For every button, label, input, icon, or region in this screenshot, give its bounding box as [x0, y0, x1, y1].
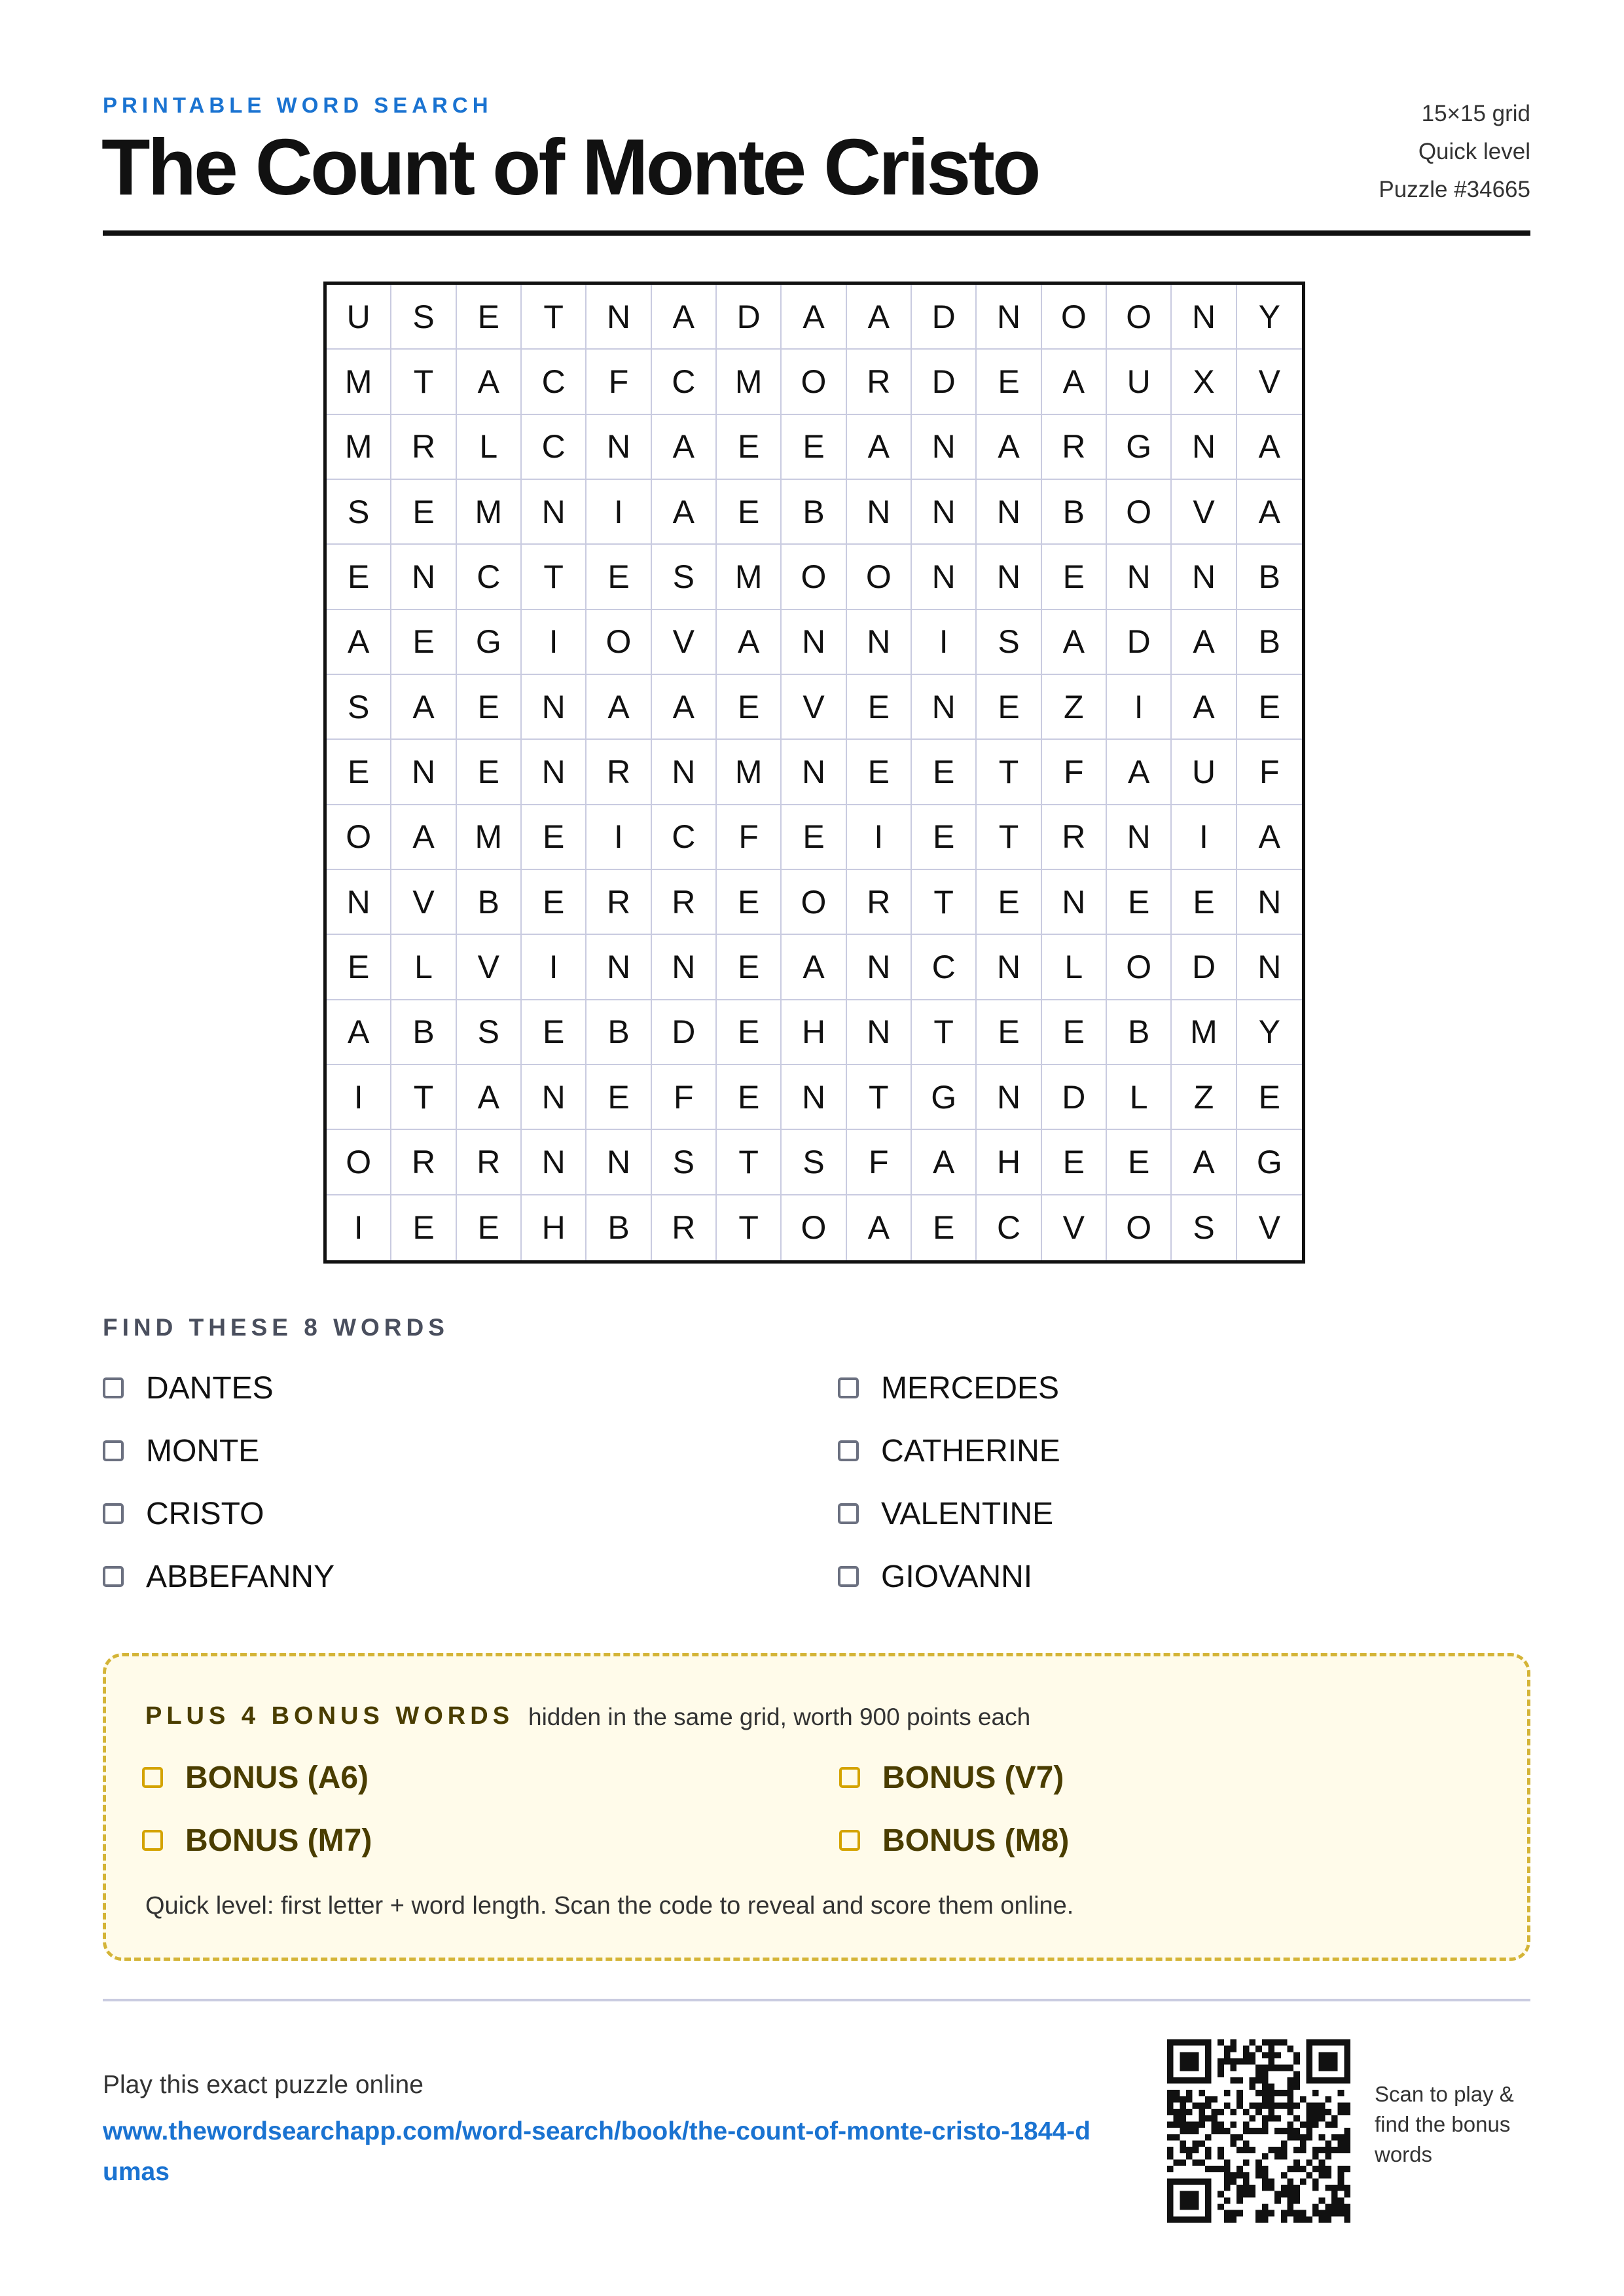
grid-cell[interactable]: N — [522, 1065, 586, 1130]
bonus-word-item — [839, 1817, 1069, 1863]
grid-cell[interactable]: N — [522, 740, 586, 805]
puzzle-link[interactable]: www.thewordsearchapp.com/word-search/book/the-count-of-monte-cristo-1844-dumas — [103, 2117, 1091, 2186]
bonus-word-item — [142, 1755, 369, 1800]
grid-cell[interactable]: S — [652, 1130, 717, 1195]
grid-cell[interactable]: A — [652, 415, 717, 480]
grid-cell[interactable]: E — [1107, 870, 1172, 935]
checkbox[interactable] — [839, 1767, 860, 1788]
grid-cell[interactable]: R — [847, 350, 912, 414]
grid-cell[interactable]: N — [586, 1130, 651, 1195]
grid-cell[interactable]: A — [1237, 480, 1302, 545]
word-item — [103, 1365, 274, 1411]
grid-cell[interactable]: N — [977, 285, 1041, 350]
grid-cell[interactable]: D — [912, 285, 977, 350]
grid-cell[interactable]: N — [522, 675, 586, 740]
grid-cell[interactable]: M — [457, 480, 522, 545]
grid-cell[interactable]: E — [912, 805, 977, 870]
grid-cell[interactable]: N — [782, 610, 846, 675]
header-divider — [103, 230, 1530, 236]
grid-cell[interactable]: N — [782, 740, 846, 805]
grid-cell[interactable]: V — [391, 870, 456, 935]
level-label: Quick level — [1418, 139, 1530, 164]
grid-cell[interactable]: A — [1237, 805, 1302, 870]
grid-cell[interactable]: A — [457, 1065, 522, 1130]
grid-cell[interactable]: F — [652, 1065, 717, 1130]
grid-cell[interactable]: N — [522, 1130, 586, 1195]
grid-cell[interactable]: E — [717, 1000, 782, 1065]
grid-cell[interactable]: D — [1042, 1065, 1107, 1130]
grid-cell[interactable]: V — [1172, 480, 1236, 545]
grid-cell[interactable]: E — [977, 675, 1041, 740]
grid-cell[interactable]: B — [1237, 610, 1302, 675]
grid-cell[interactable]: M — [1172, 1000, 1236, 1065]
grid-cell[interactable]: N — [1107, 545, 1172, 610]
grid-cell[interactable]: R — [1042, 805, 1107, 870]
checkbox[interactable] — [142, 1830, 163, 1851]
grid-cell[interactable]: N — [1172, 545, 1236, 610]
bonus-subtitle: hidden in the same grid, worth 900 points each — [528, 1704, 1031, 1730]
grid-cell[interactable]: O — [1107, 935, 1172, 1000]
word-item — [103, 1554, 334, 1599]
word-item — [838, 1554, 1032, 1599]
grid-cell[interactable]: D — [652, 1000, 717, 1065]
grid-cell[interactable]: B — [1237, 545, 1302, 610]
grid-cell[interactable]: C — [977, 1195, 1041, 1260]
grid-cell[interactable]: A — [652, 480, 717, 545]
grid-cell[interactable]: A — [1172, 675, 1236, 740]
grid-cell[interactable]: A — [782, 285, 846, 350]
grid-cell[interactable]: M — [717, 740, 782, 805]
grid-cell[interactable]: B — [586, 1000, 651, 1065]
grid-cell[interactable]: D — [1107, 610, 1172, 675]
grid-cell[interactable]: N — [1172, 415, 1236, 480]
grid-cell[interactable]: N — [1237, 935, 1302, 1000]
grid-cell[interactable]: E — [1237, 1065, 1302, 1130]
letter-grid[interactable] — [323, 282, 1305, 1264]
grid-cell[interactable]: S — [457, 1000, 522, 1065]
grid-cell[interactable]: I — [522, 935, 586, 1000]
grid-cell[interactable]: O — [1042, 285, 1107, 350]
grid-cell[interactable]: E — [847, 740, 912, 805]
grid-cell[interactable]: A — [1172, 1130, 1236, 1195]
puzzle-number-label: Puzzle #34665 — [1379, 177, 1530, 202]
page-title: The Count of Monte Cristo — [101, 122, 1039, 211]
grid-cell[interactable]: S — [977, 610, 1041, 675]
checkbox[interactable] — [838, 1440, 859, 1461]
grid-cell[interactable]: V — [1258, 1209, 1280, 1247]
grid-cell[interactable]: A — [847, 415, 912, 480]
grid-cell[interactable]: S — [652, 545, 717, 610]
grid-cell[interactable]: I — [586, 805, 651, 870]
grid-cell[interactable]: A — [847, 1195, 912, 1260]
grid-cell[interactable]: I — [912, 610, 977, 675]
grid-cell[interactable]: N — [1042, 870, 1107, 935]
grid-cell[interactable]: A — [391, 805, 456, 870]
grid-cell[interactable]: R — [391, 415, 456, 480]
grid-cell[interactable]: O — [782, 350, 846, 414]
grid-cell[interactable]: E — [327, 740, 391, 805]
footer-label: Play this exact puzzle online — [103, 2071, 424, 2099]
grid-cell[interactable]: A — [847, 285, 912, 350]
qr-code-icon[interactable] — [1167, 2039, 1350, 2223]
bonus-word-label: BONUS (V7) — [882, 1760, 1064, 1795]
grid-cell[interactable]: N — [522, 480, 586, 545]
bonus-word-label: BONUS (A6) — [185, 1760, 369, 1795]
grid-cell[interactable]: O — [847, 545, 912, 610]
grid-cell[interactable]: I — [327, 1065, 391, 1130]
grid-cell[interactable]: C — [522, 350, 586, 414]
checkbox[interactable] — [103, 1566, 124, 1587]
grid-cell[interactable]: E — [977, 870, 1041, 935]
grid-cell[interactable]: T — [717, 1195, 782, 1260]
grid-cell[interactable]: T — [717, 1130, 782, 1195]
grid-cell[interactable]: O — [782, 870, 846, 935]
grid-cell[interactable]: I — [847, 805, 912, 870]
grid-cell[interactable]: O — [1107, 285, 1172, 350]
grid-cell[interactable]: E — [717, 870, 782, 935]
grid-cell[interactable]: N — [586, 935, 651, 1000]
grid-cell[interactable]: R — [652, 870, 717, 935]
grid-cell[interactable]: R — [847, 870, 912, 935]
grid-cell[interactable]: H — [977, 1130, 1041, 1195]
grid-cell[interactable]: I — [1107, 675, 1172, 740]
grid-cell[interactable]: S — [391, 285, 456, 350]
checkbox[interactable] — [142, 1767, 163, 1788]
grid-cell[interactable]: A — [457, 350, 522, 414]
grid-cell[interactable]: N — [847, 1000, 912, 1065]
grid-cell[interactable]: N — [1107, 805, 1172, 870]
bonus-heading: PLUS 4 BONUS WORDS — [145, 1702, 514, 1730]
grid-cell[interactable]: G — [457, 610, 522, 675]
word-label: CRISTO — [146, 1496, 264, 1531]
grid-cell[interactable]: N — [586, 415, 651, 480]
grid-cell[interactable]: Z — [1042, 675, 1107, 740]
grid-cell[interactable]: N — [847, 480, 912, 545]
grid-cell[interactable]: H — [522, 1195, 586, 1260]
grid-cell[interactable]: M — [717, 545, 782, 610]
word-label: MERCEDES — [881, 1370, 1060, 1406]
grid-cell[interactable]: O — [327, 1130, 391, 1195]
grid-cell[interactable]: N — [912, 675, 977, 740]
grid-cell[interactable]: N — [912, 415, 977, 480]
grid-cell[interactable]: A — [1107, 740, 1172, 805]
grid-cell[interactable]: N — [1237, 870, 1302, 935]
grid-cell[interactable]: N — [847, 935, 912, 1000]
grid-cell[interactable]: M — [327, 350, 391, 414]
grid-size-label: 15×15 grid — [1421, 101, 1530, 126]
grid-cell[interactable]: A — [1172, 610, 1236, 675]
grid-cell[interactable]: S — [327, 675, 391, 740]
grid-cell[interactable]: L — [1042, 935, 1107, 1000]
word-label: ABBEFANNY — [146, 1559, 335, 1594]
grid-cell[interactable]: T — [912, 1000, 977, 1065]
grid-cell[interactable]: A — [1042, 350, 1107, 414]
bonus-word-label: BONUS (M8) — [882, 1823, 1070, 1858]
grid-cell[interactable]: E — [782, 415, 846, 480]
grid-cell[interactable]: O — [1107, 480, 1172, 545]
grid-cell[interactable]: I — [327, 1195, 391, 1260]
grid-cell[interactable]: I — [1172, 805, 1236, 870]
word-label: GIOVANNI — [881, 1559, 1033, 1594]
grid-cell[interactable]: L — [457, 415, 522, 480]
grid-cell[interactable]: N — [977, 1065, 1041, 1130]
grid-cell[interactable]: N — [586, 285, 651, 350]
grid-cell[interactable]: T — [977, 740, 1041, 805]
grid-cell[interactable]: M — [457, 805, 522, 870]
word-item — [838, 1491, 1053, 1537]
grid-cell[interactable]: A — [586, 675, 651, 740]
grid-cell[interactable]: N — [977, 480, 1041, 545]
grid-cell[interactable]: N — [782, 1065, 846, 1130]
grid-cell[interactable]: O — [327, 805, 391, 870]
grid-cell[interactable]: E — [1172, 870, 1236, 935]
grid-cell[interactable]: O — [1107, 1195, 1172, 1260]
checkbox[interactable] — [838, 1503, 859, 1524]
grid-cell[interactable]: E — [522, 805, 586, 870]
grid-cell[interactable]: E — [457, 740, 522, 805]
grid-cell[interactable]: E — [522, 870, 586, 935]
grid-cell[interactable]: E — [391, 480, 456, 545]
grid-cell[interactable]: M — [327, 415, 391, 480]
grid-cell[interactable]: U — [1107, 350, 1172, 414]
grid-cell[interactable]: L — [1107, 1065, 1172, 1130]
checkbox[interactable] — [103, 1377, 124, 1398]
grid-cell[interactable]: A — [1237, 415, 1302, 480]
grid-cell[interactable]: O — [782, 545, 846, 610]
word-label: MONTE — [146, 1433, 260, 1468]
grid-cell[interactable]: A — [652, 675, 717, 740]
checkbox[interactable] — [838, 1566, 859, 1587]
grid-cell[interactable]: R — [457, 1130, 522, 1195]
grid-cell[interactable]: E — [457, 675, 522, 740]
grid-cell[interactable]: N — [977, 935, 1041, 1000]
grid-cell[interactable]: E — [977, 350, 1041, 414]
grid-cell[interactable]: N — [391, 545, 456, 610]
puzzle-meta — [1379, 95, 1530, 209]
grid-cell[interactable]: E — [1042, 1000, 1107, 1065]
grid-cell[interactable]: E — [327, 545, 391, 610]
grid-cell[interactable]: E — [1237, 675, 1302, 740]
grid-cell[interactable]: I — [522, 610, 586, 675]
grid-cell[interactable]: N — [847, 610, 912, 675]
grid-cell[interactable]: N — [912, 545, 977, 610]
grid-cell[interactable]: T — [847, 1065, 912, 1130]
bonus-word-item — [142, 1817, 372, 1863]
grid-cell[interactable]: F — [1042, 740, 1107, 805]
grid-cell[interactable]: R — [586, 870, 651, 935]
grid-cell[interactable]: B — [391, 1000, 456, 1065]
grid-cell[interactable]: D — [717, 285, 782, 350]
grid-cell[interactable]: E — [1107, 1130, 1172, 1195]
grid-cell[interactable]: E — [457, 1195, 522, 1260]
grid-cell[interactable]: H — [782, 1000, 846, 1065]
grid-cell[interactable]: S — [1172, 1195, 1236, 1260]
grid-cell[interactable]: E — [912, 740, 977, 805]
grid-cell[interactable]: B — [1107, 1000, 1172, 1065]
grid-cell[interactable]: V — [457, 935, 522, 1000]
grid-cell[interactable]: V — [1042, 1195, 1107, 1260]
grid-cell[interactable]: D — [1172, 935, 1236, 1000]
word-label: VALENTINE — [881, 1496, 1054, 1531]
grid-cell[interactable]: A — [977, 415, 1041, 480]
grid-cell[interactable]: Y — [1237, 285, 1302, 350]
grid-cell[interactable]: E — [717, 935, 782, 1000]
grid-cell[interactable]: G — [1107, 415, 1172, 480]
grid-cell[interactable]: V — [1237, 350, 1302, 414]
grid-cell[interactable]: T — [522, 545, 586, 610]
grid-cell[interactable]: N — [912, 480, 977, 545]
grid-cell[interactable]: T — [391, 1065, 456, 1130]
grid-cell[interactable]: E — [782, 805, 846, 870]
grid-cell[interactable]: C — [522, 415, 586, 480]
word-item — [838, 1428, 1060, 1474]
checkbox[interactable] — [838, 1377, 859, 1398]
grid-cell[interactable]: E — [717, 415, 782, 480]
grid-cell[interactable]: S — [327, 480, 391, 545]
word-list-heading: FIND THESE 8 WORDS — [103, 1314, 449, 1341]
grid-cell[interactable]: I — [586, 480, 651, 545]
grid-cell[interactable]: O — [586, 610, 651, 675]
grid-cell[interactable]: C — [652, 350, 717, 414]
grid-cell[interactable]: B — [1042, 480, 1107, 545]
grid-cell[interactable]: B — [782, 480, 846, 545]
grid-cell[interactable]: N — [652, 740, 717, 805]
grid-cell[interactable]: R — [391, 1130, 456, 1195]
grid-cell[interactable]: A — [327, 1000, 391, 1065]
grid-cell[interactable]: E — [391, 610, 456, 675]
grid-cell[interactable]: A — [912, 1130, 977, 1195]
grid-cell[interactable]: N — [1172, 285, 1236, 350]
checkbox[interactable] — [103, 1503, 124, 1524]
grid-cell[interactable]: E — [457, 285, 522, 350]
grid-cell[interactable]: A — [1042, 610, 1107, 675]
grid-cell[interactable]: A — [327, 610, 391, 675]
checkbox[interactable] — [839, 1830, 860, 1851]
grid-cell[interactable]: A — [652, 285, 717, 350]
grid-cell[interactable]: F — [717, 805, 782, 870]
grid-cell[interactable]: C — [652, 805, 717, 870]
grid-cell[interactable]: E — [912, 1195, 977, 1260]
grid-cell[interactable]: E — [717, 675, 782, 740]
grid-cell[interactable]: R — [1042, 415, 1107, 480]
grid-cell[interactable]: D — [912, 350, 977, 414]
grid-cell[interactable]: A — [717, 610, 782, 675]
bonus-word-item — [839, 1755, 1064, 1800]
checkbox[interactable] — [103, 1440, 124, 1461]
grid-cell[interactable]: V — [782, 675, 846, 740]
bonus-word-label: BONUS (M7) — [185, 1823, 372, 1858]
word-item — [838, 1365, 1059, 1411]
grid-cell[interactable]: M — [717, 350, 782, 414]
grid-cell[interactable]: E — [717, 1065, 782, 1130]
grid-cell[interactable]: R — [586, 740, 651, 805]
grid-cell[interactable]: E — [586, 1065, 651, 1130]
grid-cell[interactable]: T — [391, 350, 456, 414]
grid-cell[interactable]: E — [586, 545, 651, 610]
grid-cell[interactable]: U — [327, 285, 391, 350]
grid-cell[interactable]: L — [391, 935, 456, 1000]
grid-cell[interactable]: X — [1172, 350, 1236, 414]
grid-cell[interactable]: C — [457, 545, 522, 610]
grid-cell[interactable]: G — [1237, 1130, 1302, 1195]
eyebrow-label: PRINTABLE WORD SEARCH — [103, 93, 493, 117]
grid-cell[interactable]: B — [586, 1195, 651, 1260]
grid-cell[interactable]: E — [522, 1000, 586, 1065]
word-label: DANTES — [146, 1370, 274, 1406]
grid-cell[interactable]: E — [327, 935, 391, 1000]
grid-cell[interactable]: Z — [1172, 1065, 1236, 1130]
grid-cell[interactable]: B — [457, 870, 522, 935]
word-item — [103, 1491, 264, 1537]
grid-cell[interactable]: F — [847, 1130, 912, 1195]
grid-cell[interactable]: E — [391, 1195, 456, 1260]
grid-cell[interactable]: F — [1237, 740, 1302, 805]
grid-cell[interactable]: V — [652, 610, 717, 675]
grid-cell[interactable]: C — [912, 935, 977, 1000]
grid-cell[interactable]: A — [782, 935, 846, 1000]
grid-cell[interactable]: N — [391, 740, 456, 805]
bonus-note: Quick level: first letter + word length. Scan the code to reveal and score them online. — [145, 1892, 1074, 1920]
grid-cell[interactable]: E — [717, 480, 782, 545]
grid-cell[interactable]: N — [652, 935, 717, 1000]
footer-divider — [103, 1999, 1530, 2001]
grid-cell[interactable]: E — [847, 675, 912, 740]
grid-cell[interactable]: E — [1042, 1130, 1107, 1195]
bonus-panel — [103, 1653, 1530, 1961]
grid-cell[interactable]: S — [782, 1130, 846, 1195]
grid-cell[interactable]: T — [977, 805, 1041, 870]
grid-cell[interactable]: O — [782, 1195, 846, 1260]
grid-cell[interactable]: U — [1172, 740, 1236, 805]
grid-cell[interactable]: E — [1042, 545, 1107, 610]
grid-cell[interactable]: T — [522, 285, 586, 350]
grid-cell[interactable]: N — [327, 870, 391, 935]
grid-cell[interactable]: R — [652, 1195, 717, 1260]
grid-cell[interactable]: T — [912, 870, 977, 935]
qr-caption: Scan to play & find the bonus words — [1375, 2082, 1514, 2166]
grid-cell[interactable]: E — [977, 1000, 1041, 1065]
grid-cell[interactable]: F — [586, 350, 651, 414]
word-label: CATHERINE — [881, 1433, 1060, 1468]
grid-cell[interactable]: N — [977, 545, 1041, 610]
grid-cell[interactable]: G — [912, 1065, 977, 1130]
grid-cell[interactable]: Y — [1237, 1000, 1302, 1065]
word-item — [103, 1428, 259, 1474]
grid-cell[interactable]: A — [391, 675, 456, 740]
